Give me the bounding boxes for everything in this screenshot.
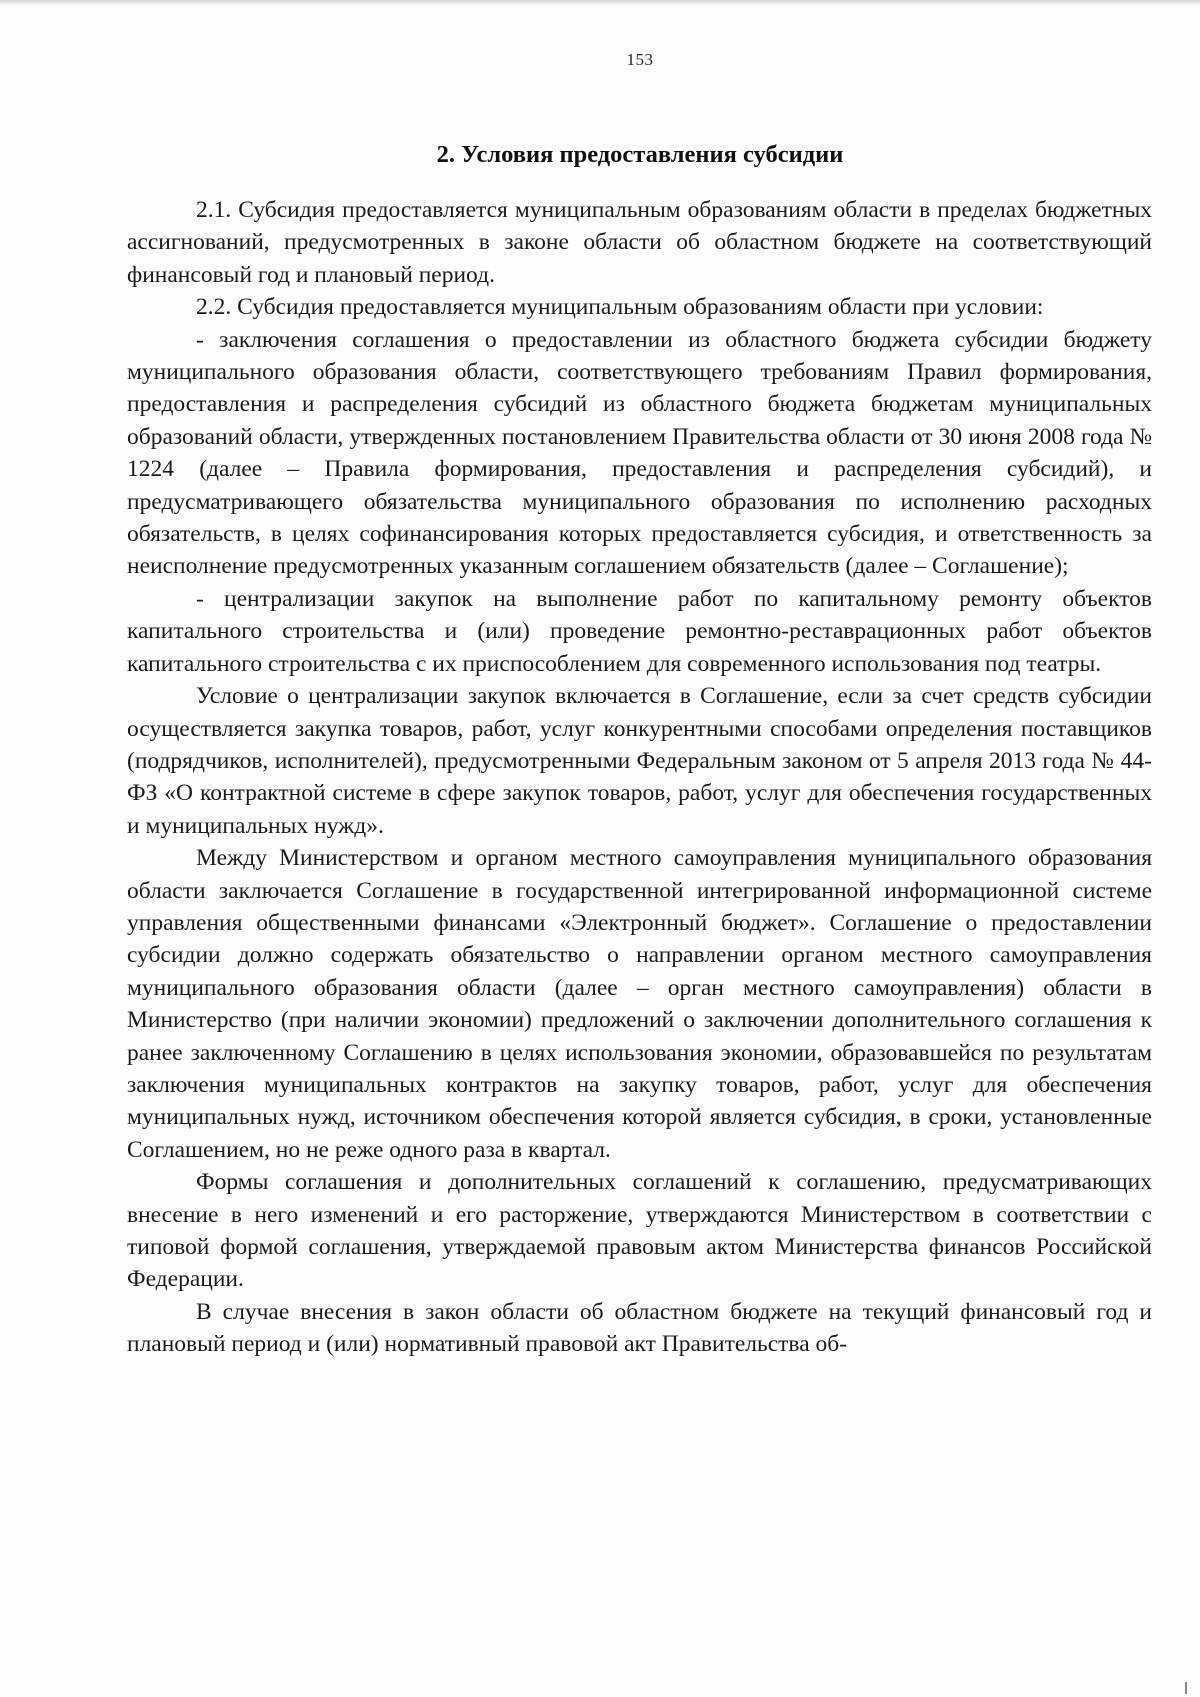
scan-mark-bottom-right bbox=[1185, 1682, 1187, 1694]
paragraph-2-1: 2.1. Субсидия предоставляется муниципальным образованиям области в пределах бюджетных ассигнований, предусмотренных в законе области об областном бюджете на соответствующий финансовый год и плановый период. bbox=[127, 197, 1152, 288]
scan-edge-shadow bbox=[0, 0, 1200, 6]
section-title: 2. Условия предоставления субсидии bbox=[436, 141, 844, 168]
paragraph-agreement-conclusion: Между Министерством и органом местного самоуправления муниципального образования области заключается Соглашение в государственной интегрированной информационной системе управления общественными финансами «Электронный бюджет». Соглашение о предоставлении субсидии должно содержать обязательство о направлении органом местного самоуправления муниципального образования области (далее – орган местного самоуправления) области в Министерство (при наличии экономии) предложений о заключении дополнительного соглашения к ранее заключенному Соглашению в целях использования экономии, образовавшейся по результатам заключения муниципальных контрактов на закупку товаров, работ, услуг для обеспечения муниципальных нужд, источником обеспечения которой является субсидия, в сроки, установленные Соглашением, но не реже одного раза в квартал. bbox=[127, 845, 1152, 1163]
page-number: 153 bbox=[626, 50, 654, 69]
paragraph-budget-changes: В случае внесения в закон области об областном бюджете на текущий финансовый год и плановый период и (или) нормативный правовой акт Правительства об- bbox=[127, 1298, 1152, 1358]
document-body bbox=[127, 194, 1152, 1361]
condition-centralization: - централизации закупок на выполнение работ по капитальному ремонту объектов капитального строительства и (или) проведение ремонтно-реставрационных работ объектов капитального строительства с их приспособлением для современного использования под театры. bbox=[127, 585, 1152, 677]
paragraph-centralization-terms: Условие о централизации закупок включается в Соглашение, если за счет средств субсидии осуществляется закупка товаров, работ, услуг конкурентными способами определения поставщиков (подрядчиков, исполнителей), предусмотренными Федеральным законом от 5 апреля 2013 года № 44-ФЗ «О контрактной системе в сфере закупок товаров, работ, услуг для обеспечения государственных и муниципальных нужд». bbox=[127, 683, 1152, 839]
paragraph-agreement-forms: Формы соглашения и дополнительных соглашений к соглашению, предусматривающих внесение в него изменений и его расторжение, утверждаются Министерством в соответствии с типовой формой соглашения, утверждаемой правовым актом Министерства финансов Российской Федерации. bbox=[127, 1169, 1152, 1293]
paragraph-2-2: 2.2. Субсидия предоставляется муниципальным образованиям области при условии: bbox=[196, 294, 1044, 321]
condition-agreement: - заключения соглашения о предоставлении из областного бюджета субсидии бюджету муниципального образования области, соответствующего требованиям Правил формирования, предоставления и распределения субсидий из областного бюджета бюджетам муниципальных образований области, утвержденных постановлением Правительства области от 30 июня 2008 года № 1224 (далее – Правила формирования, предоставления и распределения субсидий), и предусматривающего обязательства муниципального образования по исполнению расходных обязательств, в целях софинансирования которых предоставляется субсидия, и ответственность за неисполнение предусмотренных указанным соглашением обязательств (далее – Соглашение); bbox=[127, 326, 1152, 580]
